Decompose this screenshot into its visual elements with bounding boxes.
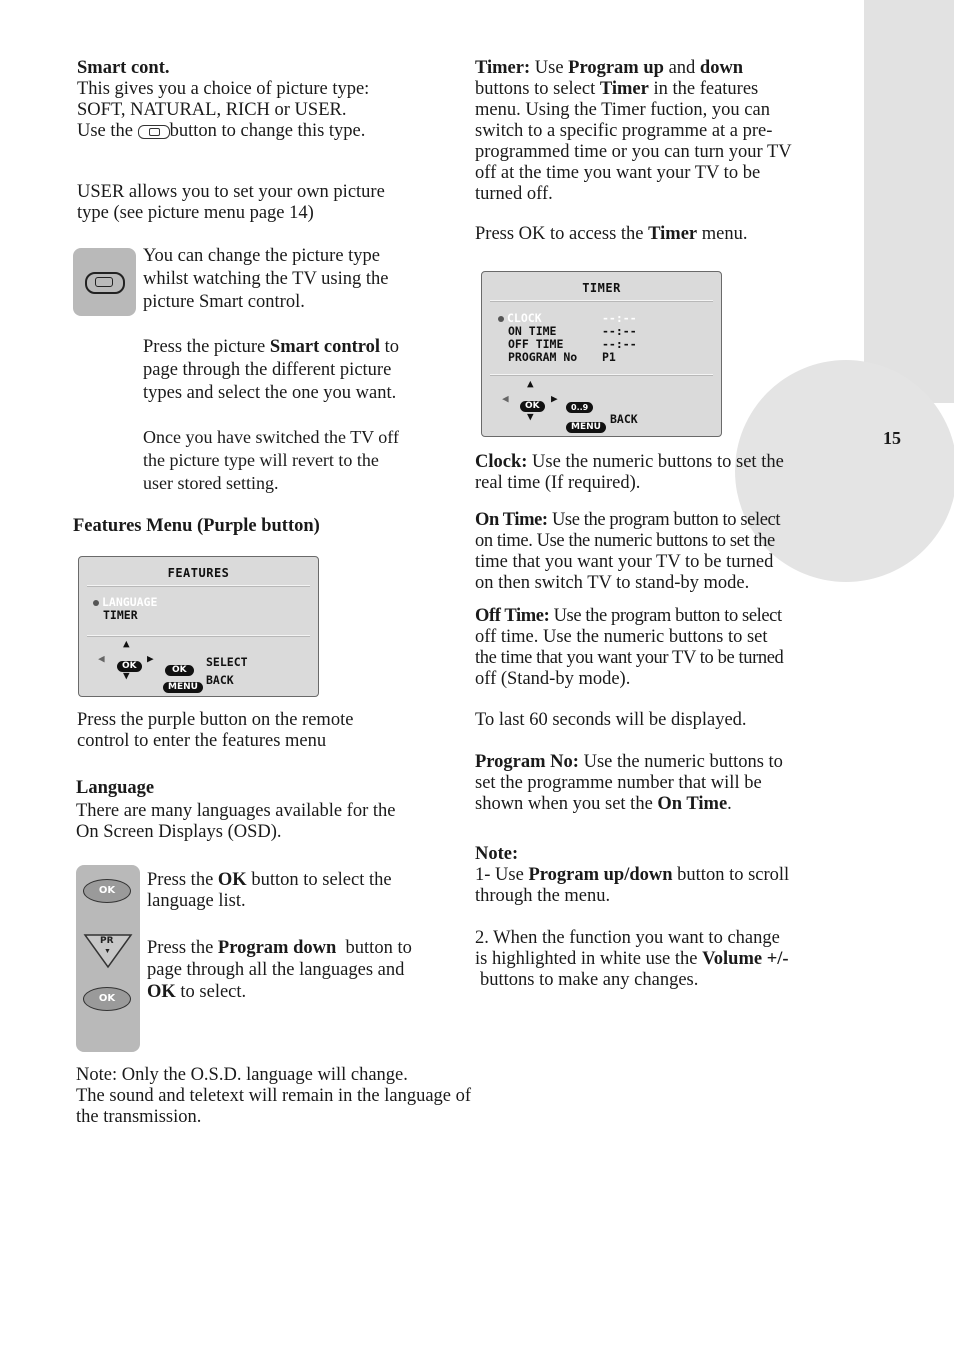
timer-item-clock[interactable]: CLOCK <box>498 311 542 325</box>
features-osd-title: FEATURES <box>167 566 230 580</box>
arrow-down-icon: ▼ <box>123 669 130 682</box>
timer-osd-title: TIMER <box>582 281 621 295</box>
smart-cont-heading: Smart cont. <box>77 58 170 78</box>
ok-key-icon: OK <box>117 653 142 672</box>
timer-item-program-no[interactable]: PROGRAM No <box>508 350 578 364</box>
menu-key-icon: MENU <box>566 414 606 433</box>
arrow-left-icon: ◀ <box>502 392 509 405</box>
off-line: off (Stand-by mode). <box>475 669 631 689</box>
timer-intro <box>475 58 820 205</box>
timer-line: turned off. <box>475 184 553 204</box>
timer-value-program-no: P1 <box>602 350 616 364</box>
step-line: OK to select. <box>147 982 247 1002</box>
divider <box>490 300 713 302</box>
smart-line: SOFT, NATURAL, RICH or USER. <box>77 100 347 120</box>
note-line: buttons to make any changes. <box>480 970 699 990</box>
arrow-up-icon: ▲ <box>123 637 130 650</box>
on-time-paragraph <box>475 510 820 594</box>
digit-keys-icon: 0..9 <box>566 395 593 414</box>
note-line: 1- Use Program up/down button to scroll <box>475 865 790 885</box>
arrow-right-icon: ▶ <box>551 392 558 405</box>
timer-item-on-time[interactable]: ON TIME <box>508 324 557 338</box>
program-down-icon: PR ▼ <box>83 933 133 969</box>
selector-dot-icon <box>498 316 504 322</box>
timer-line: switch to a specific programme at a pre- <box>475 121 773 141</box>
on-line: on time. Use the numeric buttons to set the <box>475 531 775 551</box>
selector-dot-icon <box>93 600 99 606</box>
features-osd <box>78 556 319 697</box>
prog-line: set the programme number that will be <box>475 773 762 793</box>
ok-button-icon: OK <box>83 879 131 903</box>
note-line: 2. When the function you want to change <box>475 928 780 948</box>
timer-line: menu. Using the Timer fuction, you can <box>475 100 770 120</box>
desc-line: control to enter the features menu <box>77 731 327 751</box>
timer-line: off at the time you want your TV to be <box>475 163 761 183</box>
clock-line: real time (If required). <box>475 473 641 493</box>
user-line: type (see picture menu page 14) <box>77 203 314 223</box>
clock-line: Clock: Use the numeric buttons to set the <box>475 452 784 472</box>
arrow-up-icon: ▲ <box>527 377 534 390</box>
language-keys-panel <box>76 865 140 1052</box>
step-line: page through all the languages and <box>147 960 405 980</box>
note-line: is highlighted in white use the Volume +/- <box>475 949 789 969</box>
back-label: BACK <box>610 412 638 426</box>
timer-value-off-time: --:-- <box>602 337 637 351</box>
off-line: the time that you want your TV to be turned <box>475 648 784 668</box>
language-section <box>76 778 395 843</box>
step-line: Press the Program down button to <box>147 938 412 958</box>
divider <box>87 585 310 587</box>
back-label: BACK <box>206 673 234 687</box>
ok-key-icon: OK <box>520 393 545 412</box>
on-line: time that you want your TV to be turned <box>475 552 774 572</box>
step-line: language list. <box>147 891 246 911</box>
arrow-right-icon: ▶ <box>147 652 154 665</box>
program-no-paragraph <box>475 752 820 815</box>
note-heading: Note: <box>475 844 519 864</box>
smart-tip <box>143 246 388 313</box>
language-note <box>76 1065 471 1128</box>
divider <box>490 374 713 376</box>
side-tab <box>864 0 954 403</box>
off-line: off time. Use the numeric buttons to set <box>475 627 768 647</box>
on-line: on then switch TV to stand-by mode. <box>475 573 750 593</box>
tip-line: whilst watching the TV using the <box>143 269 389 289</box>
press-line: types and select the one you want. <box>143 383 397 403</box>
note-line: The sound and teletext will remain in the language of <box>76 1086 472 1106</box>
features-item-language[interactable]: LANGUAGE <box>93 595 157 609</box>
language-step1 <box>147 870 392 912</box>
smart-press-paragraph <box>143 337 399 404</box>
step-line: Press the OK button to select the <box>147 870 392 890</box>
language-heading: Language <box>76 778 155 798</box>
smart-button-icon <box>138 125 170 139</box>
smart-control-icon <box>73 248 136 316</box>
once-line: Once you have switched the TV off <box>143 427 399 447</box>
features-heading: Features Menu (Purple button) <box>73 516 320 536</box>
display-duration-line: To last 60 seconds will be displayed. <box>475 710 747 730</box>
timer-value-clock: --:-- <box>602 311 637 325</box>
page-number: 15 <box>883 428 901 448</box>
smart-cont-section <box>77 58 369 142</box>
timer-item-off-time[interactable]: OFF TIME <box>508 337 564 351</box>
timer-osd <box>481 271 722 437</box>
smart-line: This gives you a choice of picture type: <box>77 79 370 99</box>
desc-line: Press the purple button on the remote <box>77 710 354 730</box>
press-line: page through the different picture <box>143 360 392 380</box>
note-line: the transmission. <box>76 1107 202 1127</box>
features-desc <box>77 710 353 752</box>
language-line: On Screen Displays (OSD). <box>76 822 282 842</box>
language-line: There are many languages available for the <box>76 801 396 821</box>
timer-line: buttons to select Timer in the features <box>475 79 759 99</box>
user-line: USER allows you to set your own picture <box>77 182 385 202</box>
off-line: Off Time: Use the program button to select <box>475 606 782 626</box>
note-line: through the menu. <box>475 886 611 906</box>
tip-line: picture Smart control. <box>143 292 305 312</box>
user-paragraph <box>77 182 385 224</box>
features-item-timer[interactable]: TIMER <box>103 608 138 622</box>
select-label: SELECT <box>206 655 248 669</box>
menu-key-icon: MENU <box>163 674 203 693</box>
once-line: user stored setting. <box>143 473 279 493</box>
divider <box>87 635 310 637</box>
prog-line: Program No: Use the numeric buttons to <box>475 752 783 772</box>
note-line: Note: Only the O.S.D. language will change. <box>76 1065 408 1085</box>
smart-once-paragraph <box>143 427 399 494</box>
arrow-down-icon: ▼ <box>527 410 534 423</box>
timer-access-line: Press OK to access the Timer menu. <box>475 224 748 244</box>
ok-key-icon: OK <box>165 657 194 676</box>
arrow-left-icon: ◀ <box>98 652 105 665</box>
tip-line: You can change the picture type <box>143 246 381 266</box>
smart-line: Use the button to change this type. <box>77 121 366 141</box>
off-time-paragraph <box>475 606 820 690</box>
prog-line: shown when you set the On Time. <box>475 794 732 814</box>
timer-value-on-time: --:-- <box>602 324 637 338</box>
ok-button-icon: OK <box>83 987 131 1011</box>
once-line: the picture type will revert to the <box>143 450 379 470</box>
press-line: Press the picture Smart control to <box>143 337 400 357</box>
timer-line: Timer: Use Program up and down <box>475 58 744 78</box>
language-step2 <box>147 938 412 1003</box>
on-line: On Time: Use the program button to select <box>475 510 781 530</box>
clock-paragraph <box>475 452 820 494</box>
timer-line: programmed time or you can turn your TV <box>475 142 792 162</box>
timer-note <box>475 844 820 991</box>
